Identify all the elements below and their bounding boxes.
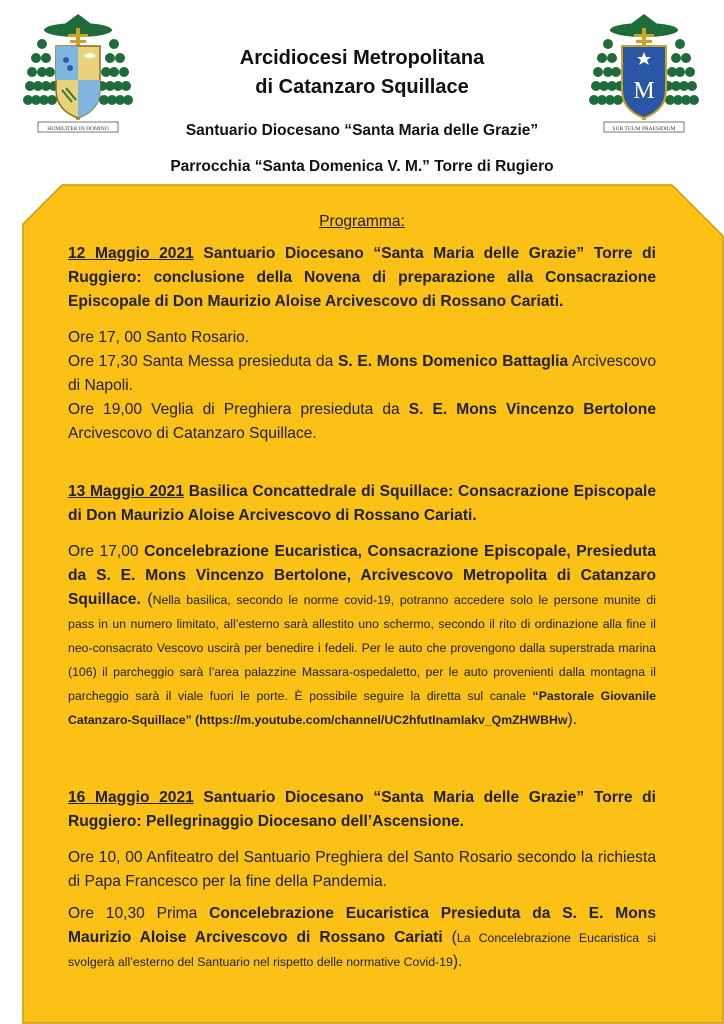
left-crest-icon (22, 10, 134, 140)
covid-note: Nella basilica, secondo le norme covid-19, potranno accedere solo le persone munite di pass in un numero limitato, all’esterno sarà allestito uno schermo, secondo il rito di ordinazione alla fine il neo-consacrato Vescovo uscirà per benedire i fedeli. Per le auto che provengono dalla superstrada marina (106) il parcheggio sarà l’area palazzine Massara-ospedaletto, per le auto provenienti dalla montagna il parcheggio sarà il viale fuori le porte. È possibile seguire la diretta sul canale (68, 593, 656, 703)
channel-name: “Pastorale Giovanile Catanzaro-Squillace” (68, 689, 656, 727)
right-crest-icon (588, 10, 700, 140)
event-13-maggio (68, 480, 656, 732)
celebration-title: Concelebrazione Eucaristica Presieduta da S. E. Mons Maurizio Aloise Arcivescovo di Rossano Cariati (68, 905, 656, 946)
event-heading (68, 480, 656, 528)
event-title: Santuario Diocesano “Santa Maria delle Grazie” Torre di Ruggiero: Pellegrinaggio Diocesano dell’Ascensione. (68, 789, 656, 830)
youtube-link[interactable]: (https://m.youtube.com/channel/UC2hfutInamIakv_QmZHWBHw (191, 713, 568, 727)
svg-text:SUB TUUM PRAESIDIUM: SUB TUUM PRAESIDIUM (612, 126, 676, 132)
right-coat-of-arms (588, 10, 700, 140)
event-title: Basilica Concattedrale di Squillace: Consacrazione Episcopale di Don Maurizio Aloise Arcivescovo di Rossano Cariati. (68, 483, 656, 524)
covid-note: La Concelebrazione Eucaristica si svolgerà all’esterno del Santuario nel rispetto delle normative Covid-19 (68, 931, 657, 969)
schedule-text: Ore 19,00 Veglia di Preghiera presieduta da (68, 401, 409, 418)
paren: ( (140, 591, 153, 608)
schedule-text: Ore 10,30 Prima (68, 905, 210, 922)
programma-heading: Programma: (319, 213, 405, 230)
header (0, 0, 724, 190)
program-content (68, 210, 656, 988)
left-coat-of-arms (22, 10, 134, 140)
schedule-text: Arcivescovo di Catanzaro Squillace. (68, 425, 317, 442)
event-heading (68, 242, 656, 314)
paren: ( (442, 929, 457, 946)
schedule-line: Ore 10, 00 Anfiteatro del Santuario Preghiera del Santo Rosario secondo la richiesta di Papa Francesco per la fine della Pandemia. (68, 849, 656, 890)
schedule-text: Ore 17,00 (68, 543, 145, 560)
celebrant-name: S. E. Mons Domenico Battaglia (337, 353, 569, 370)
event-date: 12 Maggio 2021 (68, 245, 194, 262)
event-12-maggio (68, 242, 656, 446)
svg-text:M: M (633, 78, 655, 104)
paren: ). (567, 711, 577, 728)
schedule-text: Ore 17,30 Santa Messa presieduta da (68, 353, 338, 370)
title-line-2: di Catanzaro Squillace (255, 76, 469, 98)
schedule-text: Ore 17, 00 Santo Rosario. (68, 329, 250, 346)
title-line-1: Arcidiocesi Metropolitana (239, 47, 485, 69)
schedule-line (68, 326, 656, 446)
event-heading (68, 786, 656, 834)
subtitle-parish: Parrocchia “Santa Domenica V. M.” Torre di Rugiero (170, 158, 554, 175)
event-title: Santuario Diocesano “Santa Maria delle Grazie” Torre di Ruggiero: conclusione della Novena di preparazione alla Consacrazione Episcopale di Don Maurizio Aloise Arcivescovo di Rossano Cariati. (68, 245, 656, 310)
svg-text:HUMILITER IN DOMINO: HUMILITER IN DOMINO (47, 126, 109, 132)
celebrant-name: S. E. Mons Vincenzo Bertolone (408, 401, 656, 418)
schedule-text: Arcivescovo di Napoli. (68, 353, 657, 394)
paren: ). (452, 953, 463, 970)
event-description (68, 540, 656, 732)
event-description (68, 902, 656, 974)
event-date: 13 Maggio 2021 (68, 483, 185, 500)
subtitle-sanctuary: Santuario Diocesano “Santa Maria delle Grazie” (185, 122, 539, 139)
event-16-maggio (68, 786, 656, 974)
celebration-title: Concelebrazione Eucaristica, Consacrazione Episcopale, Presieduta da S. E. Mons Vincenzo Bertolone, Arcivescovo Metropolita di Catanzaro Squillace. (68, 543, 656, 608)
event-date: 16 Maggio 2021 (68, 789, 194, 806)
